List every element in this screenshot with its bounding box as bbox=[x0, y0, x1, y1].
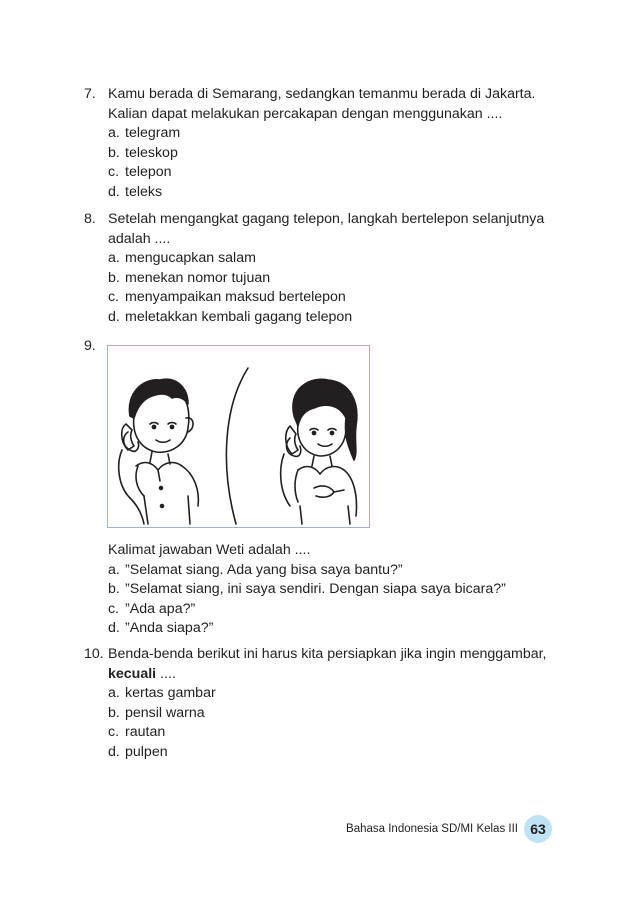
question-number: 9. bbox=[84, 338, 96, 354]
question-text-line: Kalimat jawaban Weti adalah .... bbox=[108, 542, 311, 558]
option-c bbox=[84, 288, 564, 308]
children-on-phone-drawing bbox=[108, 346, 368, 526]
emphasis-word: kecuali bbox=[108, 665, 157, 682]
option-letter: b. bbox=[108, 269, 120, 286]
option-text: pulpen bbox=[125, 743, 168, 760]
question-text-line: Benda-benda berikut ini harus kita persiapkan jika ingin menggambar, bbox=[108, 646, 547, 662]
option-letter: a. bbox=[108, 250, 120, 267]
option-d bbox=[84, 619, 564, 639]
option-a bbox=[84, 124, 564, 144]
question-text-line: Setelah mengangkat gagang telepon, langkah bertelepon selanjutnya bbox=[108, 211, 545, 227]
option-letter: a. bbox=[108, 125, 120, 142]
option-a bbox=[84, 684, 564, 704]
question-text-line: Kalian dapat melakukan percakapan dengan menggunakan .... bbox=[108, 105, 503, 122]
option-text: menyampaikan maksud bertelepon bbox=[125, 289, 346, 306]
option-letter: d. bbox=[108, 743, 120, 760]
telephone-illustration bbox=[107, 345, 370, 528]
option-text: meletakkan kembali gagang telepon bbox=[125, 308, 353, 325]
question-text-line: Kamu berada di Semarang, sedangkan temanmu berada di Jakarta. bbox=[108, 86, 536, 102]
option-letter: c. bbox=[108, 164, 120, 181]
option-letter: b. bbox=[108, 704, 120, 721]
question-7 bbox=[84, 85, 564, 203]
option-text: mengucapkan salam bbox=[125, 250, 256, 267]
boy-figure bbox=[119, 379, 199, 524]
option-b bbox=[84, 704, 564, 724]
option-text: ”Selamat siang. Ada yang bisa saya bantu?” bbox=[125, 561, 403, 578]
option-text: pensil warna bbox=[125, 704, 205, 721]
question-10 bbox=[84, 645, 564, 763]
girl-figure bbox=[281, 379, 357, 524]
option-b bbox=[84, 580, 564, 600]
option-text: ”Ada apa?” bbox=[125, 600, 196, 617]
option-letter: c. bbox=[108, 600, 120, 617]
option-a bbox=[84, 561, 564, 581]
page-footer bbox=[346, 815, 552, 843]
option-letter: d. bbox=[108, 183, 120, 200]
option-text: teleskop bbox=[125, 144, 178, 161]
option-d bbox=[84, 308, 564, 328]
option-letter: d. bbox=[108, 620, 120, 637]
separator-curve bbox=[226, 368, 248, 524]
book-title: Bahasa Indonesia SD/MI Kelas III bbox=[346, 823, 518, 835]
question-text-rest: .... bbox=[156, 665, 176, 682]
question-8 bbox=[84, 210, 564, 328]
option-a bbox=[84, 249, 564, 269]
option-text: menekan nomor tujuan bbox=[125, 269, 271, 286]
question-9-answers bbox=[84, 541, 564, 639]
question-number: 7. bbox=[84, 86, 96, 102]
question-number: 8. bbox=[84, 211, 96, 227]
question-text-line: adalah .... bbox=[108, 230, 171, 247]
option-letter: b. bbox=[108, 581, 120, 598]
question-number: 10. bbox=[84, 646, 104, 662]
option-c bbox=[84, 723, 564, 743]
option-letter: c. bbox=[108, 724, 120, 741]
option-text: telepon bbox=[125, 164, 172, 181]
option-b bbox=[84, 144, 564, 164]
option-text: teleks bbox=[125, 183, 163, 200]
option-c bbox=[84, 600, 564, 620]
option-b bbox=[84, 269, 564, 289]
question-text-line bbox=[84, 665, 564, 685]
page-number-badge: 63 bbox=[524, 815, 552, 843]
option-c bbox=[84, 163, 564, 183]
option-letter: d. bbox=[108, 308, 120, 325]
option-letter: a. bbox=[108, 561, 120, 578]
option-text: telegram bbox=[125, 125, 181, 142]
option-text: rautan bbox=[125, 724, 166, 741]
option-letter: b. bbox=[108, 144, 120, 161]
option-letter: c. bbox=[108, 289, 120, 306]
option-letter: a. bbox=[108, 685, 120, 702]
option-text: ”Anda siapa?” bbox=[125, 620, 214, 637]
option-d bbox=[84, 743, 564, 763]
option-text: kertas gambar bbox=[125, 685, 216, 702]
option-text: ”Selamat siang, ini saya sendiri. Dengan siapa saya bicara?” bbox=[125, 581, 506, 598]
option-d bbox=[84, 183, 564, 203]
